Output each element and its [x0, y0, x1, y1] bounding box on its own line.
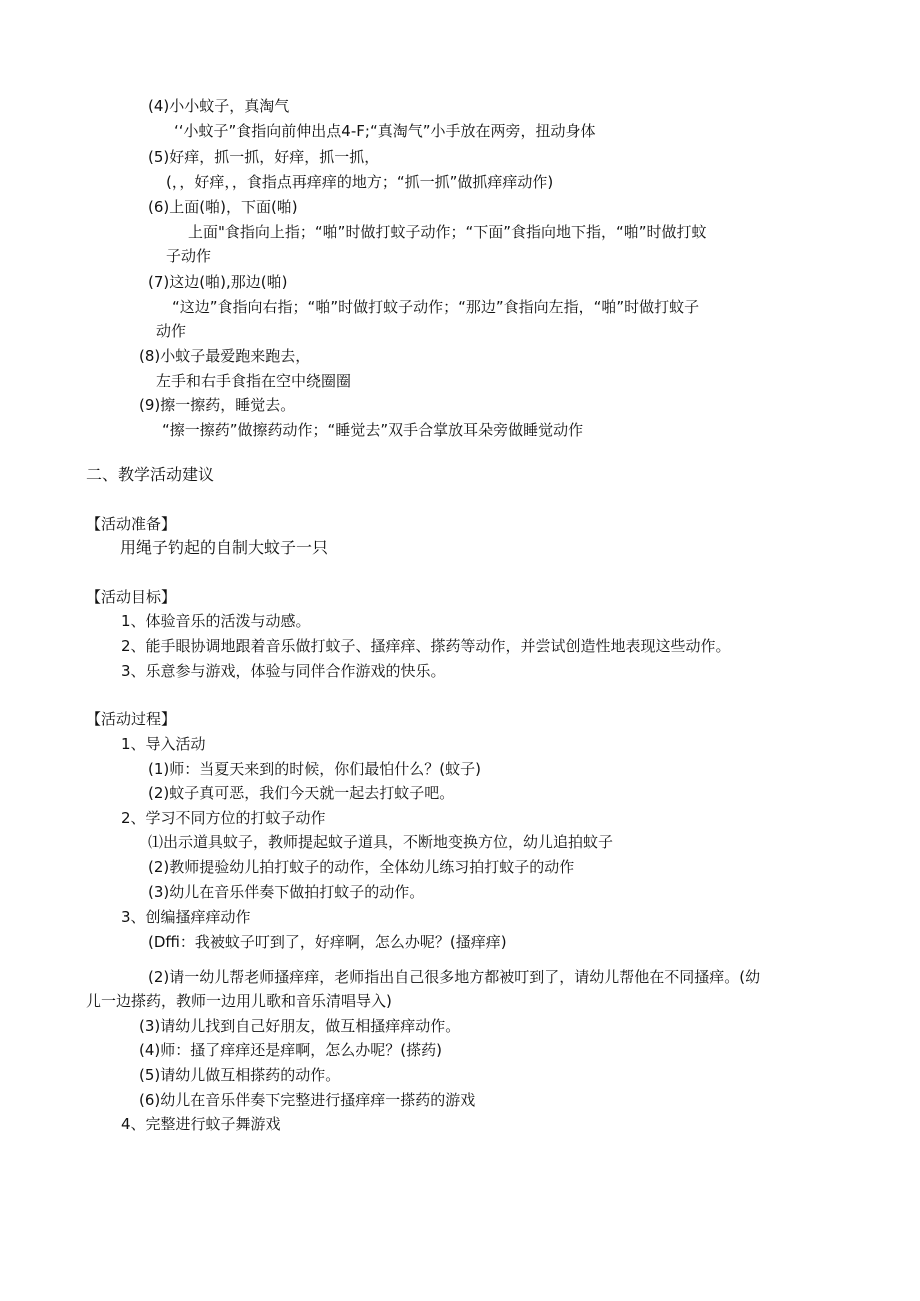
goal-item-1: 1、体验音乐的活泼与动感。	[121, 612, 311, 630]
goals-heading: 【活动目标】	[86, 588, 177, 606]
process-step-2: 2、学习不同方位的打蚊子动作	[121, 809, 326, 827]
process-step-3-d: (4)师：搔了痒痒还是痒啊，怎么办呢？(搽药)	[139, 1041, 442, 1059]
prep-text: 用绳子钓起的自制大蚊子一只	[120, 538, 329, 557]
song-line-7: (7)这边(啪),那边(啪)	[148, 273, 288, 291]
process-step-3-a: (Dffi：我被蚊子叮到了，好痒啊，怎么办呢？(搔痒痒)	[148, 933, 507, 951]
song-action-7-cont: 动作	[156, 322, 187, 340]
process-heading: 【活动过程】	[86, 710, 177, 728]
prep-heading: 【活动准备】	[86, 515, 177, 533]
process-step-2-c: (3)幼儿在音乐伴奏下做拍打蚊子的动作。	[148, 883, 425, 901]
process-step-1-a: (1)师：当夏天来到的时候，你们最怕什么？(蚊子)	[148, 760, 481, 778]
song-action-6: 上面"食指向上指；“啪”时做打蚊子动作；“下面”食指向地下指，“啪”时做打蚊	[188, 223, 707, 241]
process-step-3-b-cont: 儿一边搽药，教师一边用儿歌和音乐清唱导入)	[86, 992, 392, 1010]
song-line-6: (6)上面(啪)，下面(啪)	[148, 198, 298, 216]
song-action-4: ‘‘小蚊子”食指向前伸出点4-F;“真淘气”小手放在两旁，扭动身体	[174, 122, 596, 140]
song-action-8: 左手和右手食指在空中绕圈圈	[156, 372, 352, 390]
song-line-8: (8)小蚊子最爱跑来跑去，	[139, 347, 311, 365]
process-step-4: 4、完整进行蚊子舞游戏	[121, 1115, 281, 1133]
section-title: 二、教学活动建议	[86, 465, 215, 484]
process-step-2-a: ⑴出示道具蚊子，教师提起蚊子道具，不断地变换方位，幼儿追拍蚊子	[148, 833, 614, 851]
goal-item-3: 3、乐意参与游戏，体验与同伴合作游戏的快乐。	[121, 662, 446, 680]
song-action-7: “这边”食指向右指；“啪”时做打蚊子动作；“那边”食指向左指，“啪”时做打蚊子	[172, 298, 700, 316]
process-step-1-b: (2)蚊子真可恶，我们今天就一起去打蚊子吧。	[148, 784, 455, 802]
song-action-5: (，，好痒，，食指点再痒痒的地方；“抓一抓”做抓痒痒动作)	[166, 173, 554, 191]
song-action-9: “擦一擦药”做擦药动作；“睡觉去”双手合掌放耳朵旁做睡觉动作	[162, 421, 584, 439]
song-action-6-cont: 子动作	[166, 247, 212, 265]
song-line-4: (4)小小蚊子，真淘气	[148, 97, 290, 115]
process-step-3-e: (5)请幼儿做互相搽药的动作。	[139, 1066, 341, 1084]
song-line-9: (9)擦一擦药，睡觉去。	[139, 396, 296, 414]
process-step-3-b: (2)请一幼儿帮老师搔痒痒，老师指出自己很多地方都被叮到了，请幼儿帮他在不同搔痒。(幼	[148, 968, 761, 986]
process-step-3: 3、创编搔痒痒动作	[121, 908, 251, 926]
process-step-2-b: (2)教师提验幼儿拍打蚊子的动作，全体幼儿练习拍打蚊子的动作	[148, 858, 575, 876]
goal-item-2: 2、能手眼协调地跟着音乐做打蚊子、搔痒痒、搽药等动作，并尝试创造性地表现这些动作。	[121, 637, 731, 655]
song-line-5: (5)好痒，抓一抓，好痒，抓一抓，	[148, 148, 380, 166]
process-step-3-f: (6)幼儿在音乐伴奏下完整进行搔痒痒一搽药的游戏	[139, 1091, 476, 1109]
process-step-1: 1、导入活动	[121, 735, 206, 753]
process-step-3-c: (3)请幼儿找到自己好朋友，做互相搔痒痒动作。	[139, 1017, 461, 1035]
